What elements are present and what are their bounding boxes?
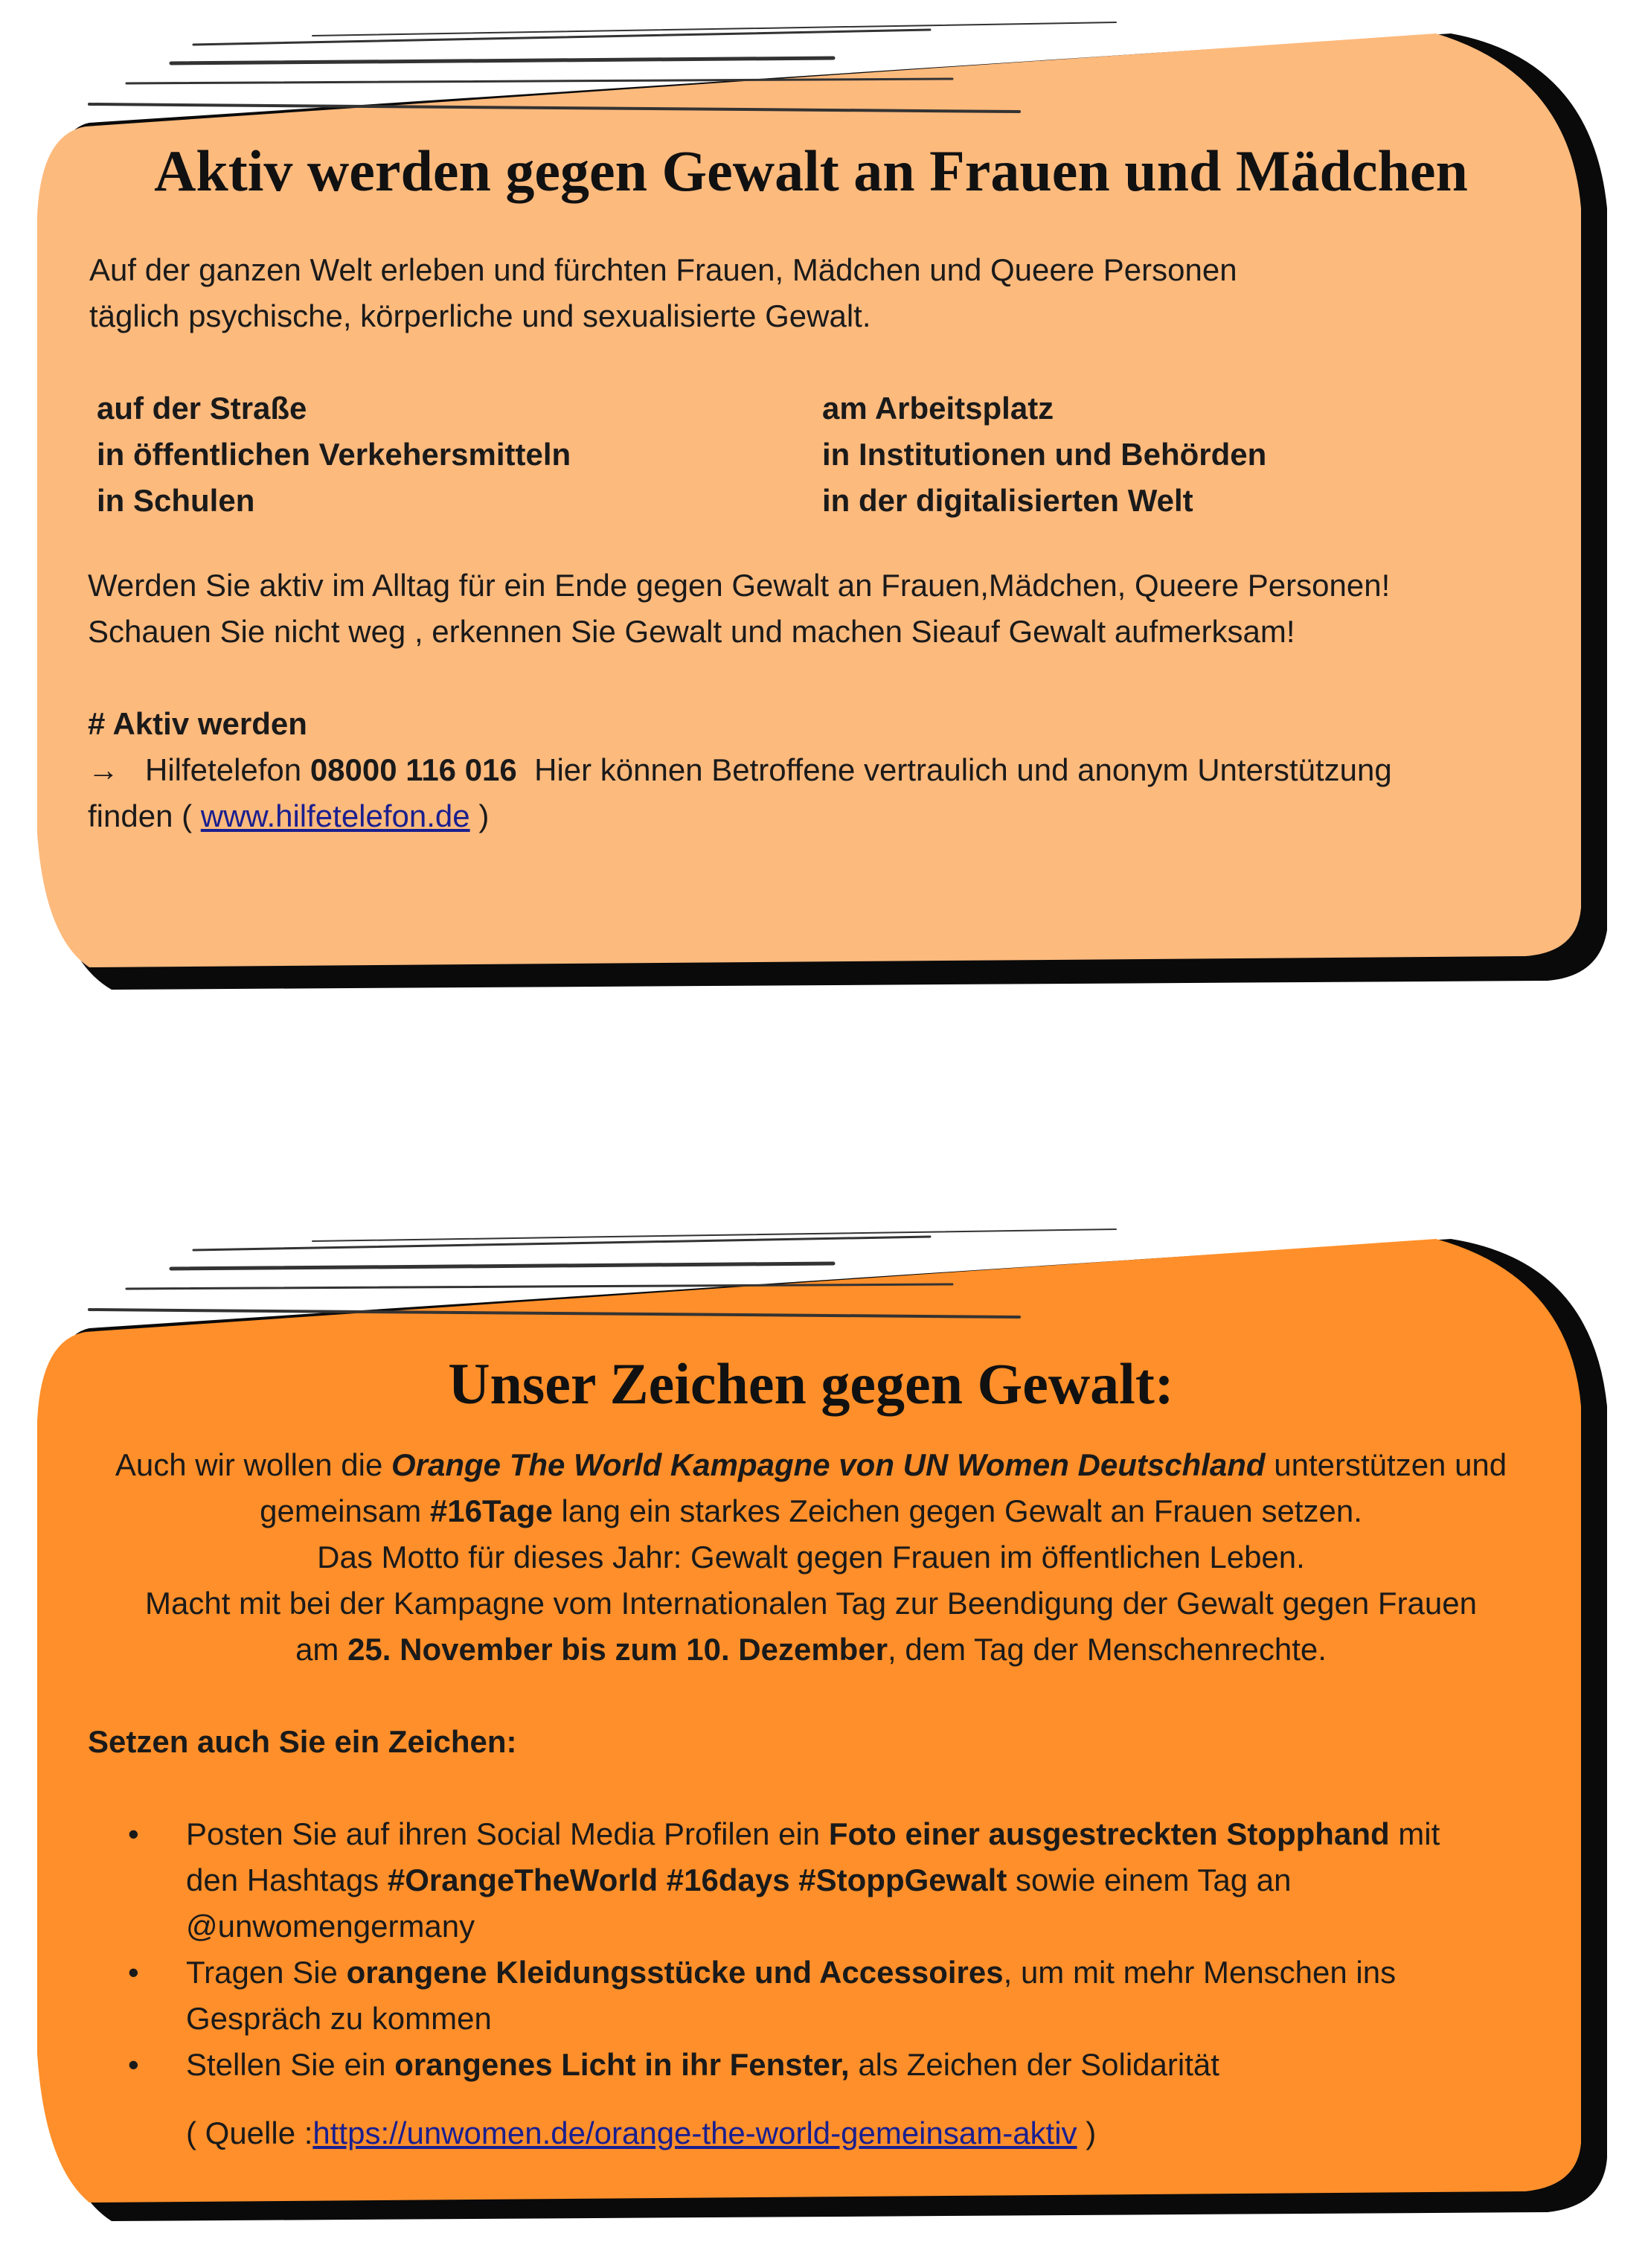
text-segment: , dem Tag der Menschenrechte. [888, 1632, 1327, 1667]
text-segment: Stellen Sie ein [186, 2047, 395, 2082]
hotline-label: Hilfetelefon [145, 752, 302, 787]
place-item: in Institutionen und Behörden [822, 437, 1267, 472]
list-item [74, 1950, 1548, 2042]
text-segment: Tragen Sie [186, 1955, 347, 1990]
appeal-line2: Schauen Sie nicht weg , erkennen Sie Gewalt und machen Sieauf Gewalt aufmerksam! [88, 614, 1295, 649]
campaign-line5 [74, 1627, 1548, 1673]
campaign-line4: Macht mit bei der Kampagne vom Internationalen Tag zur Beendigung der Gewalt gegen Frauen [145, 1586, 1477, 1621]
hotline-number[interactable]: 08000 116 016 [310, 752, 517, 787]
campaign-dates: 25. November bis zum 10. Dezember [347, 1632, 888, 1667]
campaign-line1 [74, 1442, 1548, 1488]
campaign-line2 [74, 1488, 1548, 1534]
bullet-icon: • [128, 1955, 139, 1990]
text-segment: am [295, 1632, 348, 1667]
text-segment: ) [1077, 2115, 1097, 2150]
hilfetelefon-link[interactable]: www.hilfetelefon.de [200, 798, 470, 833]
card-title: Aktiv werden gegen Gewalt an Frauen und Mädchen [154, 138, 1468, 203]
info-card-aktiv-werden [0, 0, 1648, 1042]
intro-text-line1: Auf der ganzen Welt erleben und fürchten Frauen, Mädchen und Queere Personen [89, 252, 1237, 287]
intro-text-line2: täglich psychische, körperliche und sexualisierte Gewalt. [89, 298, 871, 333]
hotline-text-suffix: ) [478, 798, 490, 833]
places-right-column [822, 385, 1548, 524]
campaign-name: Orange The World Kampagne von UN Women Deutschland [391, 1447, 1266, 1482]
places-left-column [97, 385, 822, 524]
card-title: Unser Zeichen gegen Gewalt: [448, 1351, 1174, 1416]
hashtag-heading: # Aktiv werden [88, 706, 307, 741]
text-segment: Gespräch zu kommen [186, 2001, 492, 2036]
text-emphasis: orangenes Licht in ihr Fenster, [394, 2047, 850, 2082]
text-emphasis: orangene Kleidungsstücke und Accessoires [346, 1955, 1004, 1990]
bullet-icon: • [128, 2047, 139, 2082]
place-item: in der digitalisierten Welt [822, 483, 1193, 518]
place-item: in öffentlichen Verkehersmitteln [97, 437, 571, 472]
bullet-icon: • [128, 1816, 139, 1851]
list-item [74, 2042, 1548, 2088]
text-emphasis: Foto einer ausgestreckten Stopphand [828, 1816, 1390, 1851]
appeal-line1: Werden Sie aktiv im Alltag für ein Ende gegen Gewalt an Frauen,Mädchen, Queere Personen! [88, 568, 1391, 603]
text-segment: gemeinsam [260, 1493, 430, 1528]
text-segment: Posten Sie auf ihren Social Media Profilen ein [186, 1816, 829, 1851]
place-item: am Arbeitsplatz [822, 391, 1054, 426]
hotline-description: Hier können Betroffene vertraulich und anonym Unterstützung [534, 752, 1392, 787]
hotline-text-prefix: finden ( [88, 798, 193, 833]
action-list [74, 1811, 1548, 2088]
text-segment: als Zeichen der Solidarität [849, 2047, 1219, 2082]
arrow-right-icon: → [88, 752, 119, 787]
hashtags: #OrangeTheWorld #16days #StoppGewalt [387, 1862, 1007, 1897]
unwomen-source-link[interactable]: https://unwomen.de/orange-the-world-gemeinsam-aktiv [312, 2115, 1077, 2150]
hashtag-16tage: #16Tage [429, 1493, 553, 1528]
text-segment: ( Quelle : [186, 2115, 313, 2150]
social-handle: @unwomengermany [186, 1909, 475, 1944]
text-segment: , um mit mehr Menschen ins [1003, 1955, 1397, 1990]
place-item: auf der Straße [97, 391, 307, 426]
text-segment: unterstützen und [1265, 1447, 1507, 1482]
text-segment: sowie einem Tag an [1007, 1862, 1292, 1897]
motto-line: Das Motto für dieses Jahr: Gewalt gegen Frauen im öffentlichen Leben. [317, 1540, 1305, 1575]
call-to-action-heading: Setzen auch Sie ein Zeichen: [88, 1724, 517, 1759]
hotline-line2 [88, 793, 1548, 839]
place-item: in Schulen [97, 483, 255, 518]
list-item [74, 1811, 1548, 1950]
source-line [74, 2110, 1548, 2156]
text-segment: mit [1389, 1816, 1440, 1851]
hotline-line [88, 747, 1548, 793]
places-list [74, 385, 1548, 524]
text-segment: den Hashtags [186, 1862, 388, 1897]
info-card-zeichen-gegen-gewalt [0, 1220, 1648, 2268]
text-segment: lang ein starkes Zeichen gegen Gewalt an Frauen setzen. [552, 1493, 1362, 1528]
text-segment: Auch wir wollen die [115, 1447, 391, 1482]
